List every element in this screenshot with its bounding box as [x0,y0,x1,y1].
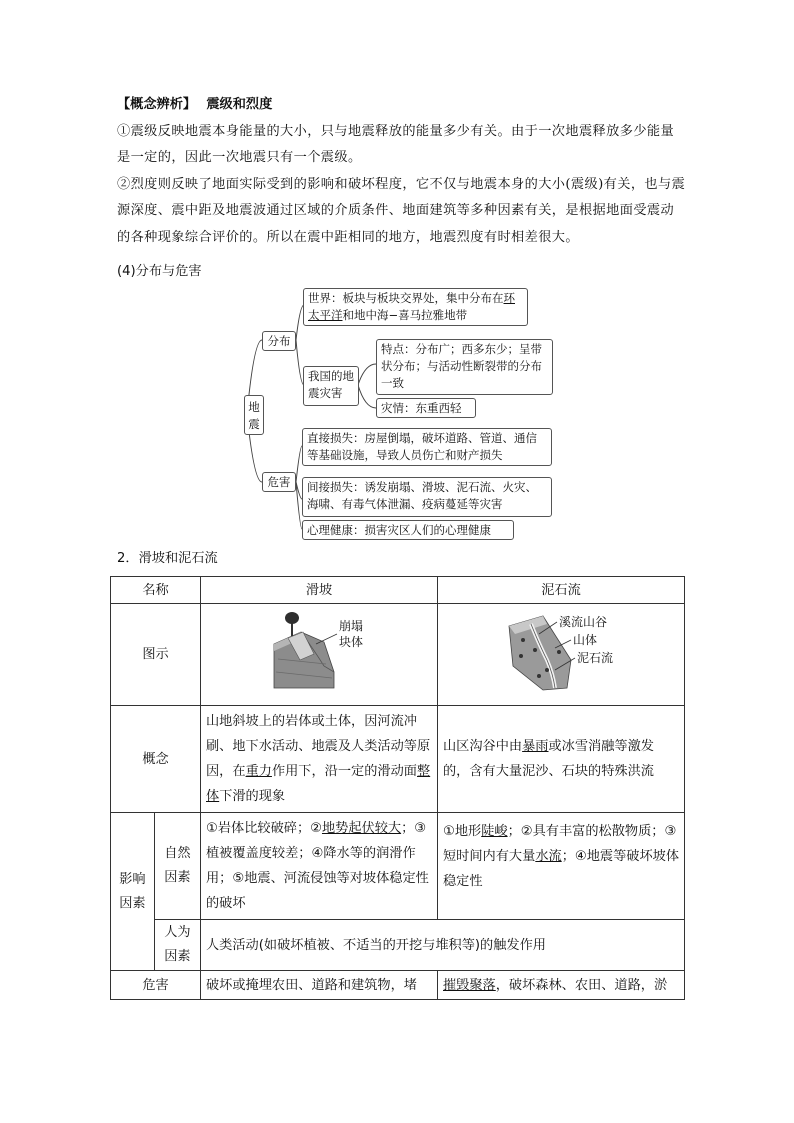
table-row-natural [111,813,685,920]
debris-harm [438,971,685,1000]
world-text-post: 和地中海−喜马拉雅地带 [342,308,468,322]
concept-title: 震级和烈度 [206,97,273,112]
table-row-human [111,920,685,971]
row-label-diagram: 图示 [111,604,201,706]
landslide-label-line1: 崩塌 [339,619,364,633]
mindmap-root: 地震 [244,395,264,435]
row-label-human: 人为因素 [154,920,200,971]
mindmap-china-features: 特点：分布广；西多东少；呈带状分布；与活动性断裂带的分布一致 [376,339,553,395]
mindmap-distribution: 分布 [262,331,296,351]
world-text-pre: 世界：板块与板块交界处，集中分布在 [308,291,504,305]
concept-paragraph-2: ②烈度则反映了地面实际受到的影响和破坏程度，它不仅与地震本身的大小(震级)有关，也与震源深度、震中距及地震波通过区域的介质条件、地面建筑等多种因素有关，是根据地面受震动的各种现象综合评价的。所以在震中距相同的地方，地震烈度有时相差很大。 [117,176,686,245]
landslide-concept-gravity: 重力 [245,764,272,779]
landslide-nat-b: ；③植被覆盖度较差；④降水等的润滑作用；⑤地震、河流侵蚀等对坡体稳定性的破坏 [206,821,429,911]
landslide-label-line2: 块体 [339,635,364,649]
human-factor-text: 人类活动(如破坏植被、不适当的开挖与堆积等)的触发作用 [201,920,685,971]
debris-concept-a: 山区沟谷中由 [443,739,523,754]
table-row-harm [111,971,685,1000]
section-2-heading: 2．滑坡和泥石流 [117,551,218,566]
landslide-nat-terrain: 地势起伏较大 [321,821,402,836]
row-label-factors: 影响因素 [111,813,155,971]
debris-concept-b: 或冰雪消融等激发的，含有大量泥沙、石块的特殊洪流 [443,739,654,779]
row-label-natural: 自然因素 [154,813,200,920]
table-header-row [111,577,685,604]
mindmap-mental: 心理健康：损害灾区人们的心理健康 [302,520,514,540]
landslide-diagram [206,604,432,696]
debris-diagram-cell [438,604,685,706]
landslide-concept-c: 下滑的现象 [219,789,286,804]
connector-china-features [358,364,376,385]
landslide-concept-whole: 整体 [206,764,431,804]
debris-concept [438,706,685,813]
debris-natural [438,813,685,920]
landslide-natural [201,813,438,920]
debris-harm-destroy: 摧毁聚落 [443,977,496,993]
debris-nat-steep: 陡峻 [481,824,508,839]
concept-paragraph-1: ①震级反映地震本身能量的大小，只与地震释放的能量多少有关。由于一次地震释放多少能量是一定的，因此一次地震只有一个震级。 [117,123,675,165]
debris-nat-a: ①地形 [443,824,482,839]
mindmap-china-loss: 灾情：东重西轻 [376,398,476,418]
tree-icon [285,612,299,636]
section-4-heading: (4)分布与危害 [117,264,202,279]
debris-harm-rest: ，破坏森林、农田、道路，淤 [495,977,668,993]
row-label-concept: 概念 [111,706,201,813]
table-row-concept [111,706,685,813]
mindmap-hazard: 危害 [262,472,296,492]
landslide-concept [201,706,438,813]
world-text-underlined: 环太平洋 [308,291,515,322]
landslide-diagram-cell [201,604,438,706]
debris-nat-b: ；②具有丰富的松散物质；③短时间内有大量 [443,824,677,864]
debris-nat-water: 水流 [535,849,562,864]
concept-tag: 【概念辨析】 [117,97,197,112]
mindmap-indirect-loss: 间接损失：诱发崩塌、滑坡、泥石流、火灾、海啸、有毒气体泄漏、疫病蔓延等灾害 [302,477,552,517]
landslide-nat-a: ①岩体比较破碎；② [206,821,322,836]
header-landslide: 滑坡 [201,577,438,604]
debris-label-flow: 泥石流 [577,651,614,665]
debris-label-mountain: 山体 [573,633,598,647]
mindmap-direct-loss: 直接损失：房屋倒塌，破坏道路、管道、通信等基础设施，导致人员伤亡和财产损失 [302,428,552,466]
debris-label-valley: 溪流山谷 [559,615,608,629]
debris-diagram [443,604,679,696]
connector-china-loss [358,385,376,408]
landslide-concept-a: 山地斜坡上的岩体或土体，因河流冲刷、地下水活动、地震及人类活动等原因，在 [206,714,431,779]
header-name: 名称 [111,577,201,604]
mindmap-connectors [0,0,794,560]
landslide-harm: 破坏或掩埋农田、道路和建筑物，堵 [201,971,438,1000]
table-row-diagram [111,604,685,706]
header-debris: 泥石流 [438,577,685,604]
row-label-harm: 危害 [111,971,201,1000]
comparison-table [110,576,685,1000]
mindmap-china: 我国的地震灾害 [303,366,359,406]
mindmap-world [303,288,528,326]
debris-nat-c: ；④地震等破坏坡体稳定性 [443,849,680,889]
landslide-concept-b: 作用下，沿一定的滑动面 [271,764,417,779]
debris-concept-rainstorm: 暴雨 [522,739,549,754]
